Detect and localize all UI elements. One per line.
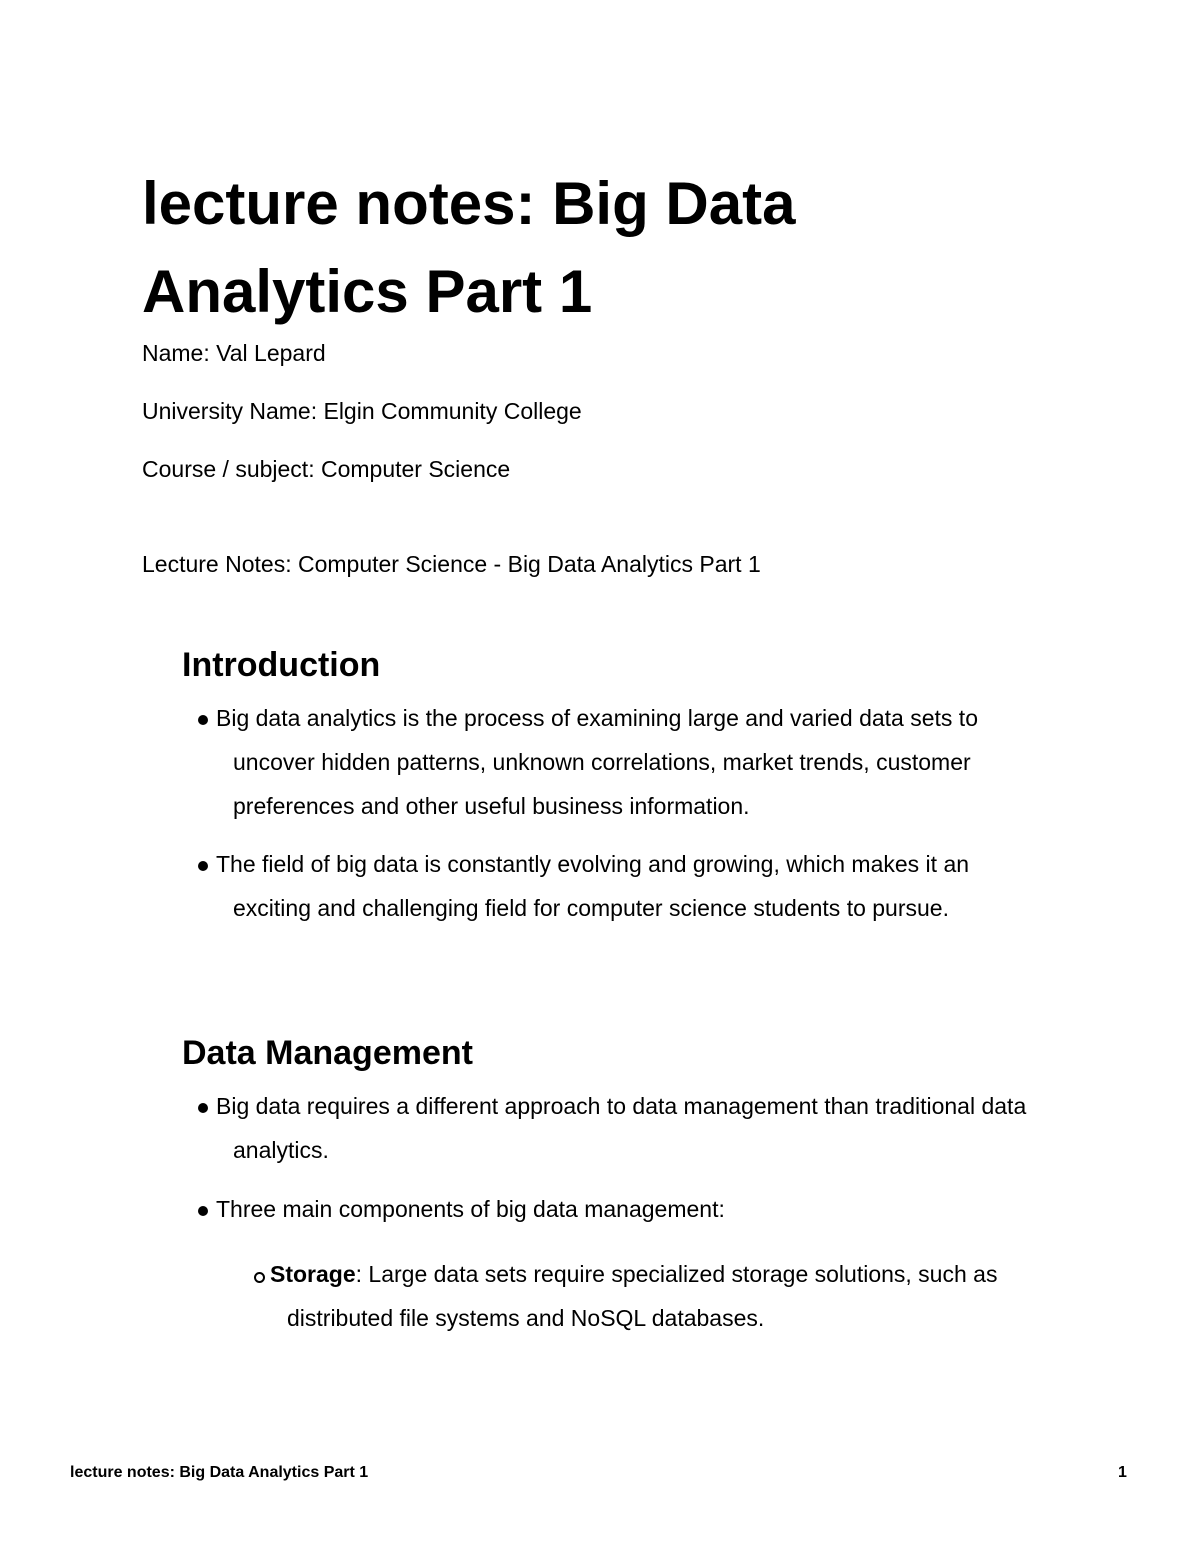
section-heading-introduction: Introduction (182, 646, 381, 684)
section-heading-data-management: Data Management (182, 1034, 473, 1072)
page-number: 1 (1118, 1464, 1127, 1481)
sub-list-item (254, 1252, 1054, 1340)
list-item (198, 842, 1048, 930)
document-title: lecture notes: Big Data Analytics Part 1 (142, 170, 796, 325)
bullet-dot-icon (198, 715, 208, 725)
author-name: Name: Val Lepard (142, 340, 326, 366)
bullet-ring-icon (254, 1272, 265, 1283)
footer-title: lecture notes: Big Data Analytics Part 1 (70, 1464, 369, 1481)
bullet-dot-icon (198, 861, 208, 871)
list-item (198, 1187, 1048, 1231)
list-item-text: The field of big data is constantly evolving and growing, which makes it an exciting and challenging field for computer science students to pursue. (216, 851, 970, 921)
bullet-dot-icon (198, 1206, 208, 1216)
lecture-subtitle: Lecture Notes: Computer Science - Big Data Analytics Part 1 (142, 551, 761, 577)
list-item-text: Big data analytics is the process of examining large and varied data sets to uncover hidden patterns, unknown correlations, market trends, customer preferences and other useful business information. (216, 705, 978, 819)
university-name: University Name: Elgin Community College (142, 398, 582, 424)
sub-list-item-description: : Large data sets require specialized storage solutions, such as distributed file systems and NoSQL databases. (287, 1261, 998, 1331)
sub-list-item-term: Storage (270, 1261, 356, 1287)
bullet-dot-icon (198, 1103, 208, 1113)
list-item (198, 1084, 1048, 1172)
list-item-text: Big data requires a different approach to data management than traditional data analytics. (216, 1093, 1027, 1163)
list-item (198, 696, 1048, 828)
course-subject: Course / subject: Computer Science (142, 456, 511, 482)
list-item-text: Three main components of big data management: (216, 1196, 725, 1222)
sub-list-item-text (254, 1252, 1054, 1340)
